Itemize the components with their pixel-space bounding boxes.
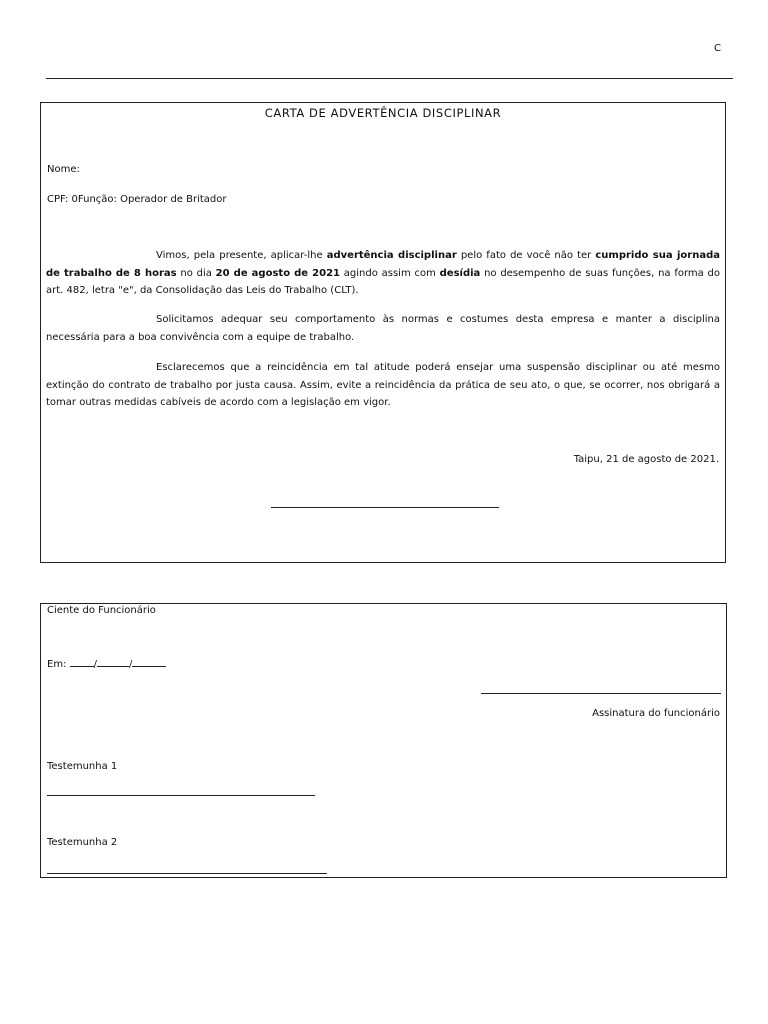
p1-bold-3: 20 de agosto de 2021 bbox=[215, 267, 341, 279]
ciente-label: Ciente do Funcionário bbox=[47, 605, 156, 616]
witness-1-label: Testemunha 1 bbox=[47, 761, 118, 772]
date-separator-2: / bbox=[129, 659, 133, 670]
warning-letter-box bbox=[40, 102, 726, 563]
acknowledgment-box bbox=[40, 603, 727, 878]
employee-signature-label: Assinatura do funcionário bbox=[592, 708, 720, 719]
p3-text: Esclarecemos que a reincidência em tal atitude poderá ensejar uma suspensão disciplinar ou até mesmo extinção do contrato de trabalho por justa causa. Assim, evite a reincidência da prática de seu ato, o que, se ocorrer, nos obrigará a tomar outras medidas cabíveis de acordo com a legislação em vigor. bbox=[46, 362, 720, 408]
year-blank[interactable] bbox=[132, 657, 166, 667]
witness-1-signature-line[interactable] bbox=[47, 795, 315, 796]
p1-bold-4: desídia bbox=[439, 267, 481, 279]
p1-text-3: no dia bbox=[176, 267, 216, 279]
em-date-row bbox=[47, 657, 166, 670]
p1-text-1: Vimos, pela presente, aplicar-lhe bbox=[156, 250, 327, 261]
corner-mark: C bbox=[714, 43, 721, 54]
p1-text-4: agindo assim com bbox=[340, 267, 440, 279]
month-blank[interactable] bbox=[97, 657, 129, 667]
nome-field-label: Nome: bbox=[47, 164, 80, 175]
p1-bold-2: cumprido sua jornada de trabalho de 8 horas bbox=[46, 250, 720, 279]
date-separator-1: / bbox=[93, 659, 97, 670]
witness-2-signature-line[interactable] bbox=[47, 873, 327, 874]
employer-signature-line bbox=[271, 507, 499, 508]
cpf-funcao-line: CPF: 0Função: Operador de Britador bbox=[47, 194, 227, 205]
p1-text-5: no desempenho de suas funções, na forma do art. 482, letra "e", da Consolidação das Leis do Trabalho (CLT). bbox=[46, 267, 721, 296]
header-rule bbox=[46, 78, 733, 79]
employee-signature-line[interactable] bbox=[481, 693, 721, 694]
letter-date: Taipu, 21 de agosto de 2021. bbox=[573, 454, 719, 465]
paragraph-2 bbox=[46, 311, 720, 346]
day-blank[interactable] bbox=[70, 657, 94, 667]
paragraph-1 bbox=[46, 247, 720, 300]
p1-bold-1: advertência disciplinar bbox=[326, 250, 457, 261]
p2-text: Solicitamos adequar seu comportamento às normas e costumes desta empresa e manter a disciplina necessária para a boa convivência com a equipe de trabalho. bbox=[46, 314, 720, 343]
p1-text-2: pelo fato de você não ter bbox=[456, 250, 596, 261]
witness-2-label: Testemunha 2 bbox=[47, 837, 118, 848]
paragraph-3 bbox=[46, 359, 720, 412]
letter-title: CARTA DE ADVERTÊNCIA DISCIPLINAR bbox=[264, 106, 502, 120]
em-label: Em: bbox=[47, 659, 67, 670]
